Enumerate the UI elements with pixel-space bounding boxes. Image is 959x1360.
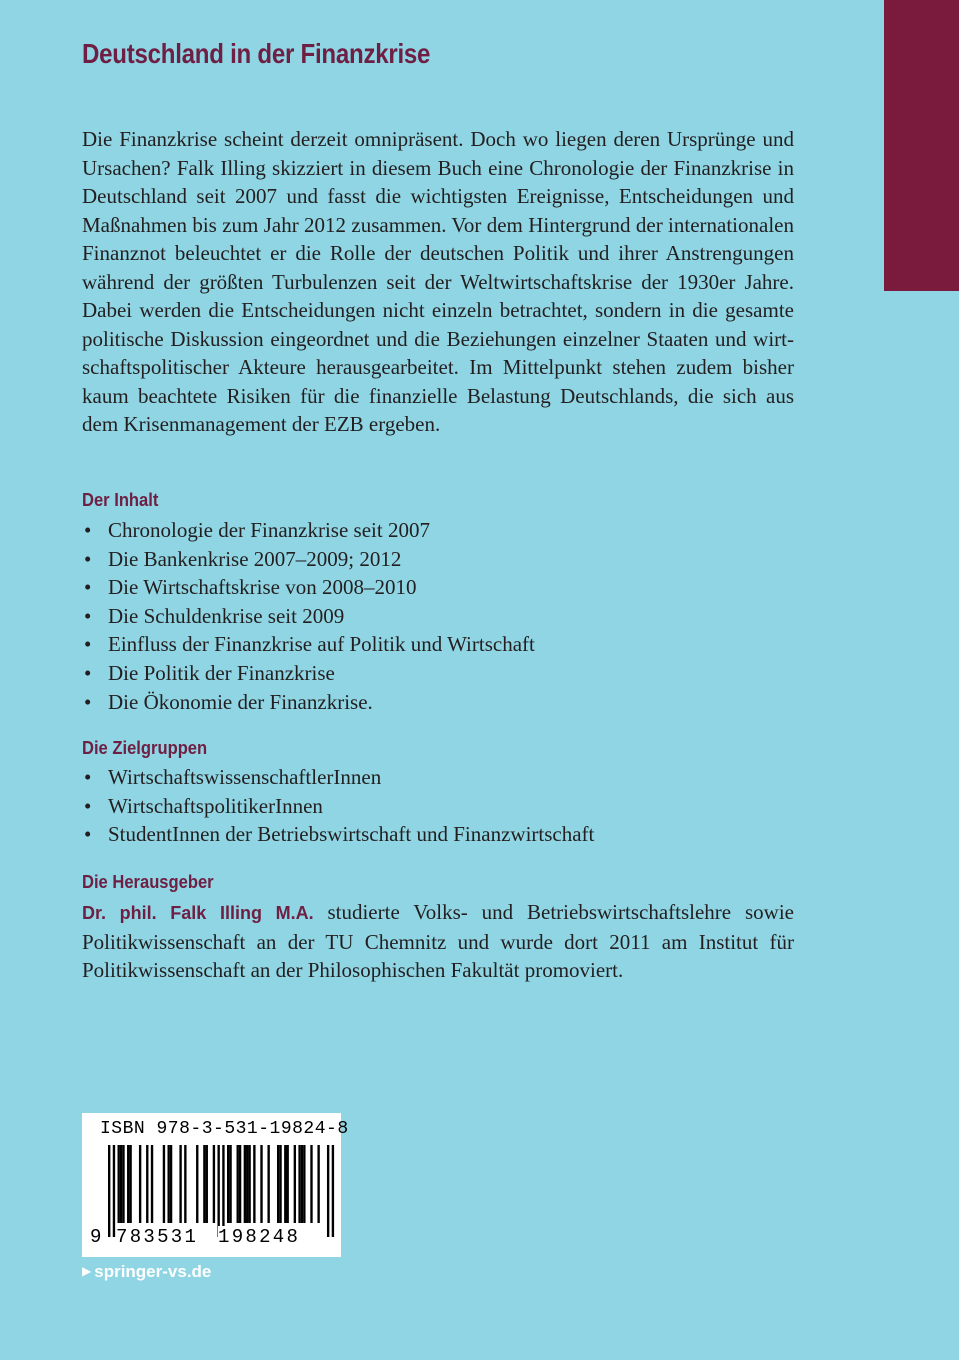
barcode-bar: [170, 1145, 172, 1223]
barcode-bar: [196, 1145, 198, 1223]
barcode-bar: [239, 1145, 241, 1223]
barcode-bar: [179, 1145, 181, 1223]
author-name: Dr. phil. Falk Illing M.A.: [82, 903, 314, 923]
barcode-bar: [277, 1145, 279, 1223]
barcode-bar: [163, 1145, 165, 1223]
barcode-bar: [118, 1145, 120, 1223]
barcode-left-digits: 783531: [116, 1226, 199, 1248]
zielgruppen-heading: Die Zielgruppen: [82, 738, 208, 758]
barcode-bar: [129, 1145, 131, 1223]
barcode-bar: [284, 1145, 286, 1223]
barcode-bar: [217, 1145, 219, 1237]
barcode-bar: [222, 1145, 224, 1237]
barcode-bar: [168, 1145, 170, 1223]
barcode-bar: [146, 1145, 148, 1223]
accent-bar: [884, 0, 959, 291]
description-text: Die Finanzkrise scheint derzeit omnipräsent. Doch wo liegen deren Ursprünge und Ursachen? Falk Illing skizziert in diesem Buch eine Chronologie der Finanzkrise in Deutschland seit 2007 und fasst die wichtigsten Ereignisse, Entscheidungen und Maßnahmen bis zum Jahr 2012 zusammen. Vor dem Hintergrund der internationalen Finanznot beleuchtet er die Rolle der deutschen Politik und ihrer Anstrengungen während der größten Turbulenzen seit der Weltwirtschaftskrise der 1930er Jahre. Dabei werden die Entscheidungen nicht einzeln betrachtet, sondern in die gesamte politische Diskussion eingeordnet und die Beziehungen einzelner Staaten und wirtschaftspolitischer Akteure herausgearbeitet. Im Mittelpunkt stehen zudem bisher kaum beachtete Risiken für die finanzielle Belastung Deutschlands, die sich aus dem Krisenmanagement der EZB ergeben.: [82, 127, 794, 436]
list-item: • Die Politik der Finanzkrise: [82, 659, 535, 688]
barcode-bar: [298, 1145, 300, 1223]
barcode-bar: [237, 1145, 239, 1223]
barcode-bar: [184, 1145, 186, 1223]
barcode-bar: [332, 1145, 334, 1237]
bullet-icon: •: [84, 575, 92, 600]
barcode-bar: [113, 1145, 115, 1237]
list-item: • WirtschaftspolitikerInnen: [82, 792, 594, 821]
isbn-label: ISBN 978-3-531-19824-8: [100, 1119, 349, 1139]
barcode-bar: [279, 1145, 281, 1223]
barcode-bar: [120, 1145, 122, 1223]
barcode-bar: [260, 1145, 262, 1223]
triangle-right-icon: ▶: [82, 1264, 92, 1278]
barcode-bar: [310, 1145, 312, 1223]
list-item: • Die Wirtschaftskrise von 2008–2010: [82, 573, 535, 602]
barcode-bar: [244, 1145, 246, 1223]
bullet-icon: •: [84, 603, 92, 628]
barcode-bar: [213, 1145, 215, 1223]
page-title: Deutschland in der Finanzkrise: [82, 38, 431, 69]
list-item: • Die Schuldenkrise seit 2009: [82, 602, 535, 631]
herausgeber-heading: Die Herausgeber: [82, 872, 214, 892]
barcode-bar: [303, 1145, 305, 1223]
bullet-icon: •: [84, 793, 92, 818]
bullet-icon: •: [84, 546, 92, 571]
barcode-bar: [267, 1145, 269, 1223]
barcode-bar: [151, 1145, 153, 1223]
list-item: • Die Bankenkrise 2007–2009; 2012: [82, 545, 535, 574]
barcode-bar: [127, 1145, 129, 1223]
list-item: • Die Ökonomie der Finanzkrise.: [82, 688, 535, 717]
inhalt-list: [82, 516, 535, 716]
barcode-right-digits: 198248: [218, 1226, 301, 1248]
barcode-bar: [122, 1145, 124, 1223]
barcode-bar: [227, 1145, 229, 1223]
bullet-icon: •: [84, 689, 92, 714]
barcode-bar: [248, 1145, 250, 1223]
barcode-bar: [301, 1145, 303, 1223]
barcode-bar: [206, 1145, 208, 1223]
barcode-bar: [317, 1145, 319, 1223]
barcode-bar: [139, 1145, 141, 1223]
bullet-icon: •: [84, 765, 92, 789]
barcode-bar: [253, 1145, 255, 1223]
author-bio: [82, 898, 794, 985]
barcode-first-digit: 9: [90, 1226, 102, 1248]
barcode-bar: [294, 1145, 296, 1223]
barcode-bar: [229, 1145, 231, 1223]
barcode-bar: [203, 1145, 205, 1223]
list-item: • Chronologie der Finanzkrise seit 2007: [82, 516, 535, 545]
inhalt-heading: Der Inhalt: [82, 490, 159, 510]
list-item: • WirtschaftswissenschaftlerInnen: [82, 763, 594, 792]
barcode-bar: [108, 1145, 110, 1237]
springer-link[interactable]: ▶ springer-vs.de: [82, 1262, 212, 1281]
bullet-icon: •: [84, 822, 92, 847]
barcode-bar: [327, 1145, 329, 1237]
bullet-icon: •: [84, 660, 92, 685]
list-item: • Einfluss der Finanzkrise auf Politik und Wirtschaft: [82, 630, 535, 659]
barcode-bar: [246, 1145, 248, 1223]
bullet-icon: •: [84, 518, 92, 542]
author-bio-text: studierte Volks- und Betriebswirtschaftslehre sowie Politikwissenschaft an der TU Chemnitz und wurde dort 2011 am Institut für Politikwissenschaft an der Philosophischen Fakultät promoviert.: [82, 900, 794, 982]
list-item: • StudentInnen der Betriebswirtschaft und Finanzwirtschaft: [82, 820, 594, 849]
zielgruppen-list: [82, 763, 594, 849]
barcode-bar: [287, 1145, 289, 1223]
bullet-icon: •: [84, 632, 92, 657]
